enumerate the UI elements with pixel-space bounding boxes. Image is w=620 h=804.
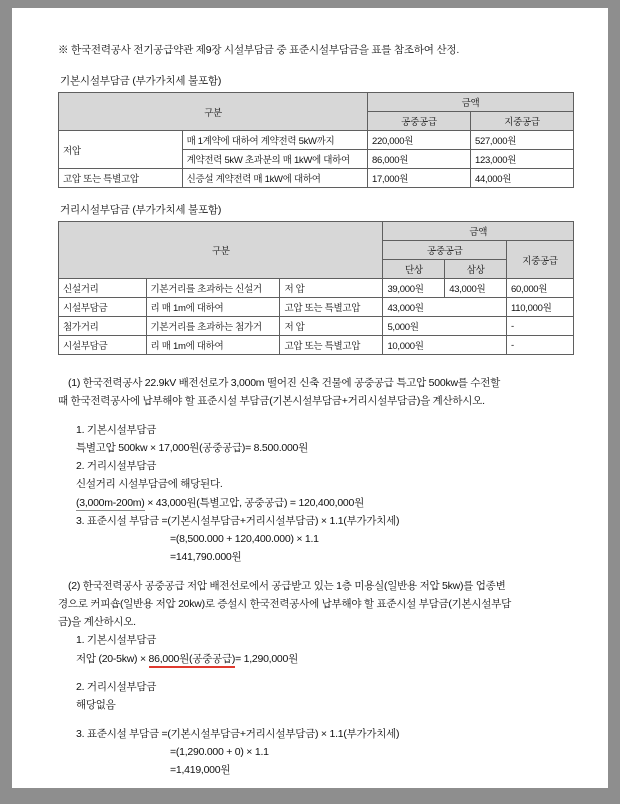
cell-division: 첨가거리 (59, 317, 147, 336)
distance-facility-fee-table (58, 221, 574, 355)
problem2-line2: 경으로 커피숍(일반용 저압 20kw)로 증설시 한국전력공사에 납부해야 할 표준시설 부담금(기본시설부담 (58, 597, 511, 610)
cell-overhead: 5,000원 (383, 317, 507, 336)
problem2-step3-line2: =(1,290.000 + 0) × 1.1 (170, 745, 269, 758)
cell-condition: 신증설 계약전력 매 1kW에 대하여 (182, 169, 367, 188)
header-overhead: 공중공급 (383, 241, 507, 260)
section1-title: 기본시설부담금 (부가가치세 불포함) (60, 75, 222, 87)
document-note: ※ 한국전력공사 전기공급약관 제9장 시설부담금 중 표준시설부담금을 표를 참조하여 산정. (58, 44, 460, 56)
table-row (59, 279, 574, 298)
cell-condition: 기본거리를 초과하는 첨가거 (146, 317, 280, 336)
problem1-step2-calc (76, 495, 574, 511)
cell-division: 신설거리 (59, 279, 147, 298)
problem2-step1-calc-suffix: = 1,290,000원 (235, 652, 298, 665)
table-row (59, 298, 574, 317)
table-row (59, 336, 574, 355)
header-single-phase: 단상 (383, 260, 445, 279)
table-header-row (59, 222, 574, 241)
cell-underground: - (507, 336, 574, 355)
problem1-step3-line2: =(8,500.000 + 120,400.000) × 1.1 (170, 533, 319, 546)
problem1-step2-calc-highlight: (3,000m-200m) (76, 496, 145, 509)
header-amount: 금액 (383, 222, 574, 241)
cell-underground: - (507, 317, 574, 336)
cell-condition: 리 매 1m에 대하여 (146, 298, 280, 317)
problem1-step2-calc-rest: × 43,000원(특별고압, 공중공급) = 120,400,000원 (144, 496, 364, 509)
table-row (59, 169, 574, 188)
cell-voltage: 저 압 (280, 317, 383, 336)
cell-overhead: 10,000원 (383, 336, 507, 355)
problem1-line1: (1) 한국전력공사 22.9kV 배전선로가 3,000m 떨어진 신축 건물에 공중공급 특고압 500kw를 수전할 (68, 377, 501, 389)
cell-overhead: 86,000원 (367, 150, 470, 169)
cell-underground: 527,000원 (470, 131, 573, 150)
cell-division: 시설부담금 (59, 336, 147, 355)
cell-division: 고압 또는 특별고압 (59, 169, 183, 188)
cell-condition: 계약전력 5kW 초과분의 매 1kW에 대하여 (182, 150, 367, 169)
problem2-step1-calc-highlight: 86,000원(공중공급) (149, 653, 236, 668)
section2-title: 거리시설부담금 (부가가치세 불포함) (60, 204, 222, 216)
problem1-step1-title: 1. 기본시설부담금 (76, 423, 157, 436)
basic-facility-fee-table (58, 92, 574, 188)
problem1-step1-calc: 특별고압 500kw × 17,000원(공중공급)= 8.500.000원 (76, 441, 309, 454)
cell-voltage: 저 압 (280, 279, 383, 298)
cell-condition: 기본거리를 초과하는 신설거 (146, 279, 280, 298)
cell-underground: 44,000원 (470, 169, 573, 188)
cell-overhead: 43,000원 (383, 298, 507, 317)
problem2-step1-calc-prefix: 저압 (20-5kw) × (76, 652, 149, 665)
problem1-step3-line3: =141,790.000원 (170, 551, 242, 564)
header-amount: 금액 (367, 93, 573, 112)
cell-overhead: 220,000원 (367, 131, 470, 150)
cell-condition: 리 매 1m에 대하여 (146, 336, 280, 355)
cell-overhead: 17,000원 (367, 169, 470, 188)
problem2-line3: 금)을 계산하시오. (58, 616, 136, 629)
cell-three-phase: 43,000원 (445, 279, 507, 298)
problem1-line2: 때 한국전력공사에 납부해야 할 표준시설 부담금(기본시설부담금+거리시설부담금)을 계산하시오. (58, 395, 485, 408)
header-underground: 지중공급 (507, 241, 574, 279)
table-row (59, 317, 574, 336)
problem2-step1-title: 1. 기본시설부담금 (76, 634, 157, 647)
problem1-step2-title: 2. 거리시설부담금 (76, 460, 157, 473)
problem2-step3-title: 3. 표준시설 부담금 =(기본시설부담금+거리시설부담금) × 1.1(부가가치세) (76, 727, 400, 740)
cell-division: 저압 (59, 131, 183, 169)
cell-condition: 매 1계약에 대하여 계약전력 5kW까지 (182, 131, 367, 150)
problem1-step3-title: 3. 표준시설 부담금 =(기본시설부담금+거리시설부담금) × 1.1(부가가치세) (76, 514, 400, 527)
cell-underground: 123,000원 (470, 150, 573, 169)
table-row (59, 131, 574, 150)
problem2-line1: (2) 한국전력공사 공중공급 저압 배전선로에서 공급받고 있는 1층 미용실(일반용 저압 5kw)를 업종변 (68, 579, 506, 592)
cell-underground: 60,000원 (507, 279, 574, 298)
table-header-row (59, 93, 574, 112)
cell-voltage: 고압 또는 특별고압 (280, 336, 383, 355)
header-division: 구분 (59, 222, 383, 279)
problem2-step1-calc (76, 651, 574, 667)
cell-voltage: 고압 또는 특별고압 (280, 298, 383, 317)
problem1-step2-note: 신설거리 시설부담금에 해당된다. (76, 478, 223, 491)
problem2-step2-note: 해당없음 (76, 699, 116, 712)
cell-single-phase: 39,000원 (383, 279, 445, 298)
cell-division: 시설부담금 (59, 298, 147, 317)
problem2-step2-title: 2. 거리시설부담금 (76, 680, 157, 693)
document-page (12, 8, 608, 788)
header-division: 구분 (59, 93, 368, 131)
cell-underground: 110,000원 (507, 298, 574, 317)
header-three-phase: 삼상 (445, 260, 507, 279)
header-underground: 지중공급 (470, 112, 573, 131)
problem2-step3-line3: =1,419,000원 (170, 764, 231, 777)
header-overhead: 공중공급 (367, 112, 470, 131)
